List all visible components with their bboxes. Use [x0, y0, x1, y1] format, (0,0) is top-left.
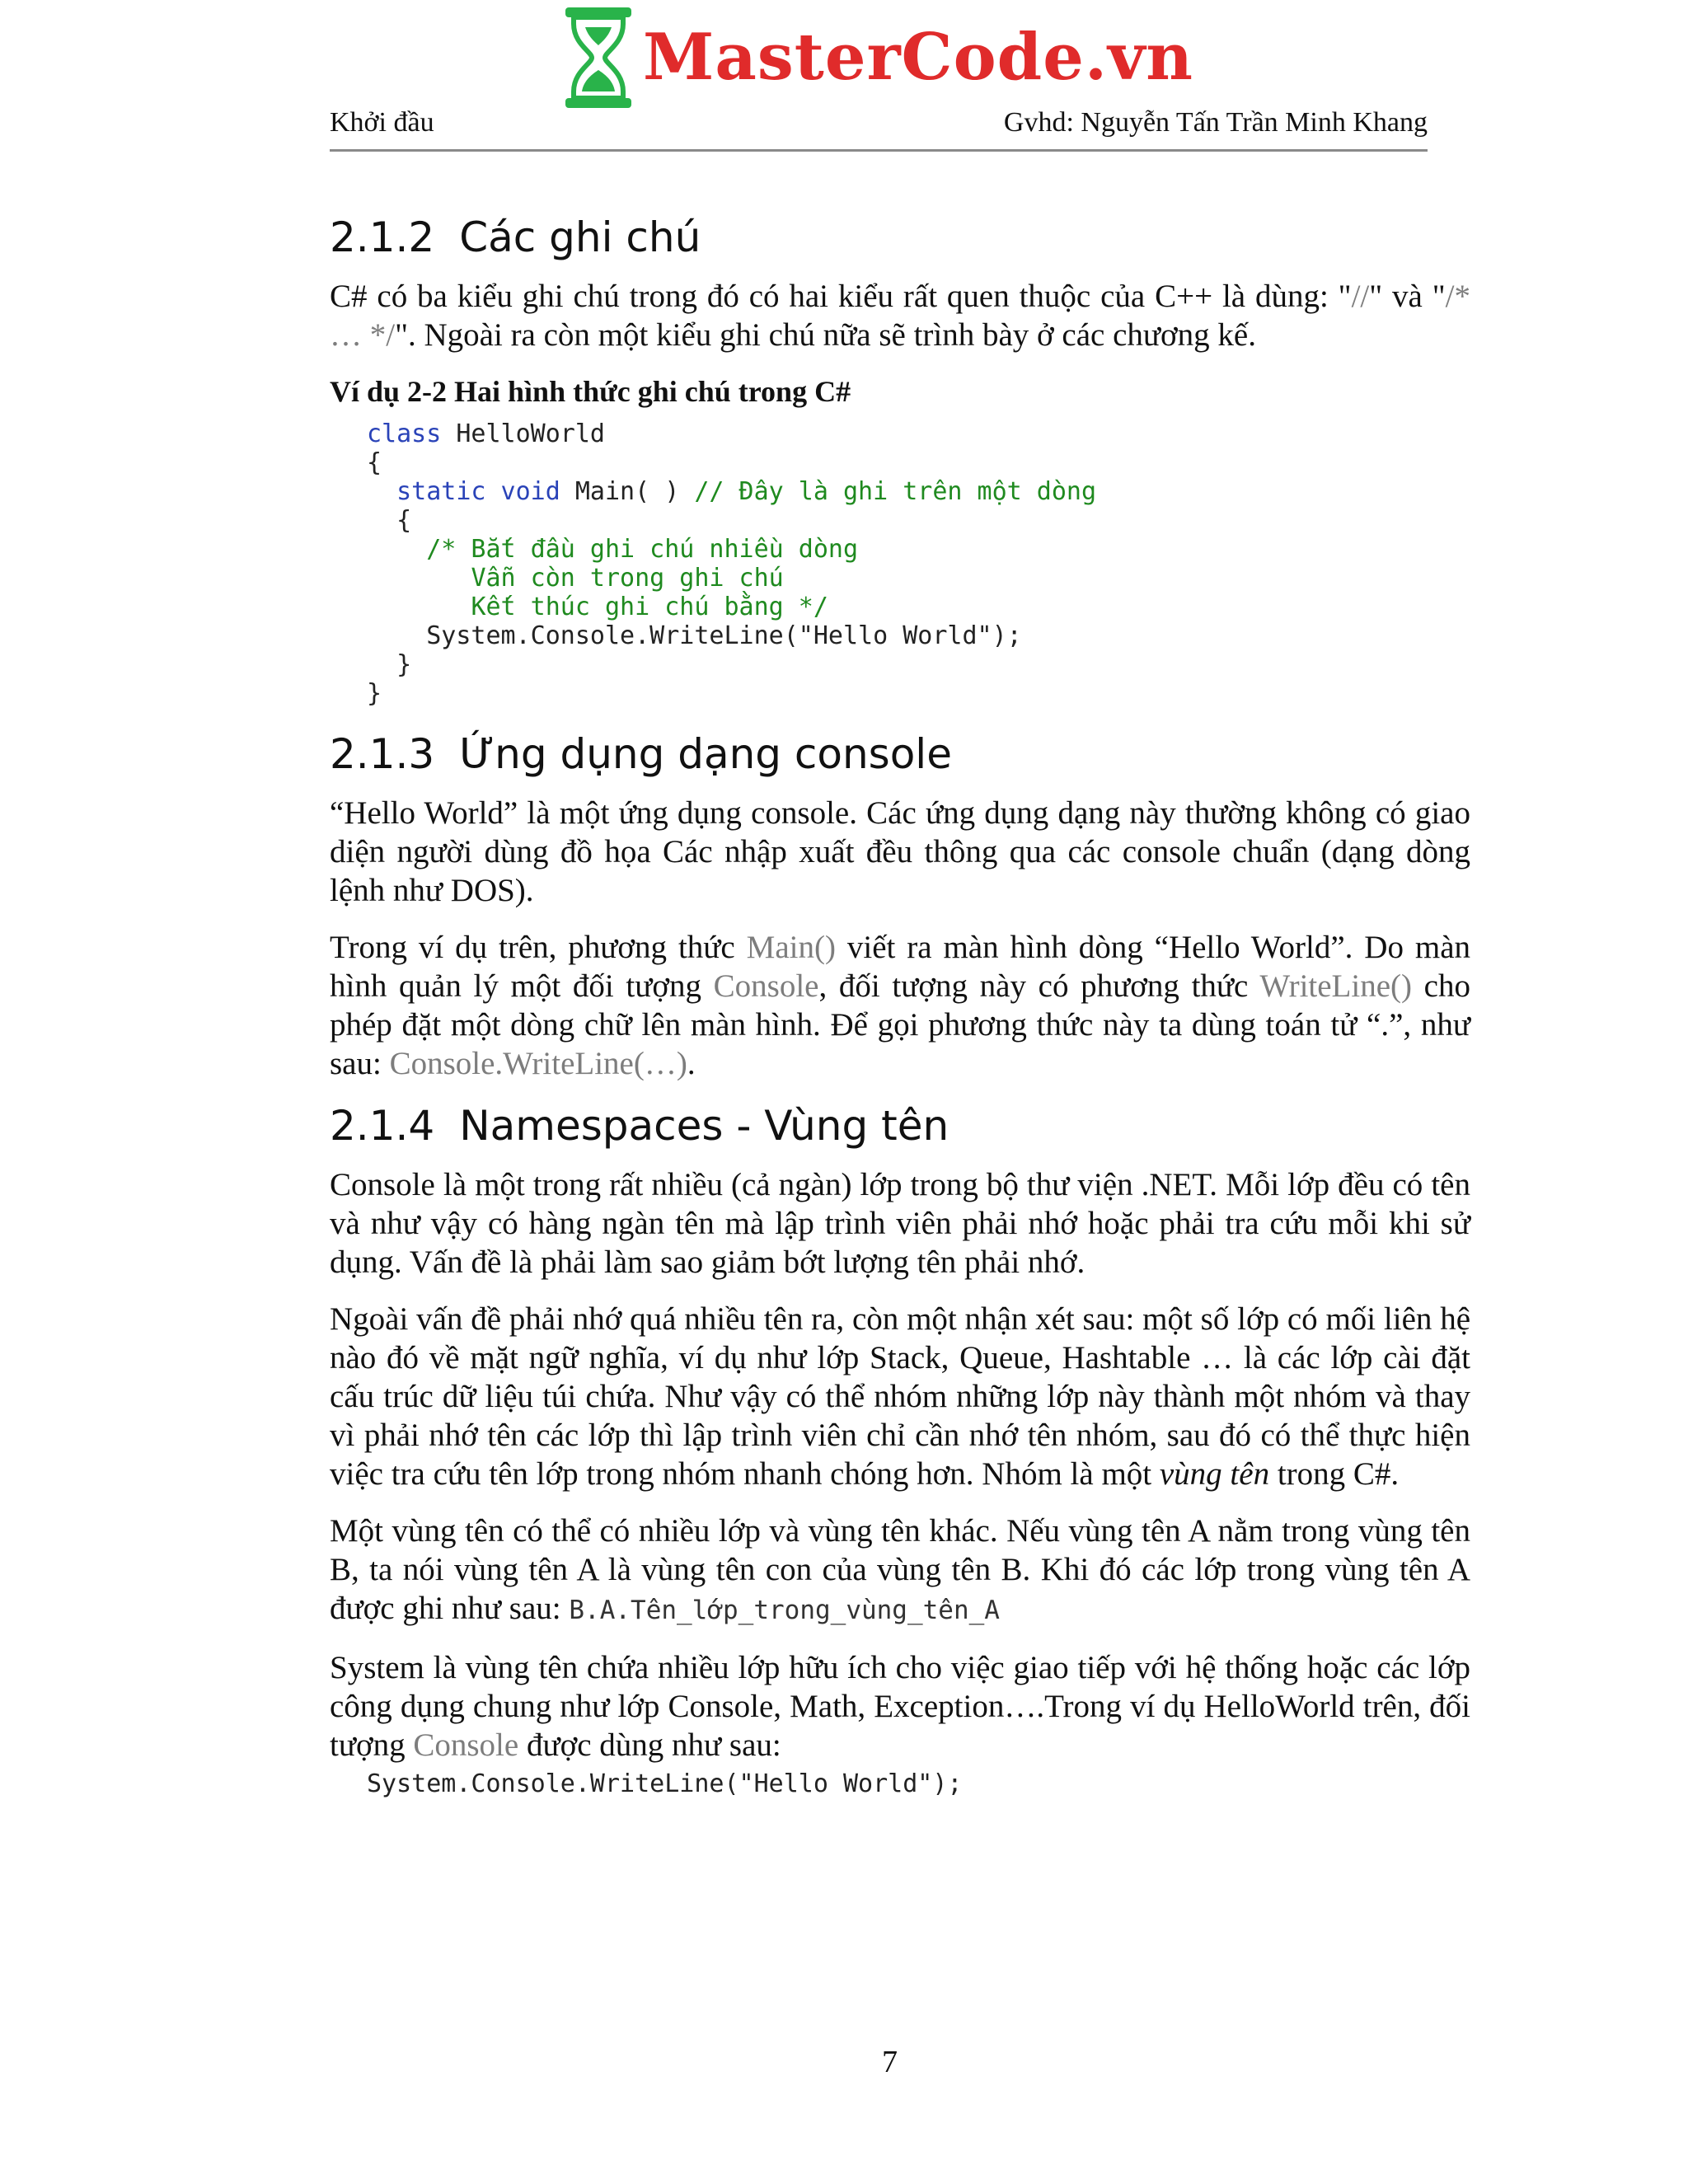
- section-number: 2.1.3: [330, 730, 435, 778]
- text-run: cho phép đặt một dòng chữ lên màn hình. Để gọi phương thức này ta dùng toán tử “.”, như sau:: [330, 968, 1470, 1081]
- example-caption: Ví dụ 2-2 Hai hình thức ghi chú trong C#: [330, 375, 851, 408]
- page-number: 7: [882, 2045, 898, 2079]
- code-text: }: [396, 650, 412, 679]
- code-comment: Kết thúc ghi chú bằng */: [471, 593, 828, 621]
- section-number: 2.1.4: [330, 1102, 435, 1150]
- text-run: System là vùng tên chứa nhiều lớp hữu ích cho việc giao tiếp với hệ thống hoặc các lớp công dụng chung như lớp Console, Math, Exception….Trong ví dụ HelloWorld trên, đối tượng: [330, 1650, 1470, 1763]
- inline-code-line-comment: //: [1351, 279, 1370, 314]
- code-line-hello-world: System.Console.WriteLine("Hello World");: [367, 1769, 963, 1798]
- logo-text: MasterCode.vn: [643, 20, 1194, 95]
- paragraph-console-app: “Hello World” là một ứng dụng console. Các ứng dụng dạng này thường không có giao diện người dùng đồ họa Các nhập xuất đều thông qua các console chuẩn (dạng dòng lệnh như DOS).: [330, 795, 1470, 908]
- text-run: ". Ngoài ra còn một kiểu ghi chú nữa sẽ trình bày ở các chương kế.: [395, 317, 1256, 353]
- page-body: [330, 213, 1470, 1820]
- section-heading-2-1-2: [330, 213, 1470, 262]
- site-logo: [560, 0, 1193, 115]
- section-number: 2.1.2: [330, 213, 435, 261]
- paragraph-namespace-grouping: [330, 1300, 1470, 1493]
- header-instructor: Gvhd: Nguyễn Tấn Trần Minh Khang: [1003, 107, 1428, 138]
- code-keyword: class: [367, 419, 442, 448]
- text-run: C# có ba kiểu ghi chú trong đó có hai kiểu rất quen thuộc của C++ là dùng: ": [330, 279, 1352, 314]
- text-run: " và ": [1369, 279, 1446, 314]
- inline-code-console: Console: [713, 968, 819, 1004]
- code-comment: Vẫn còn trong ghi chú: [471, 564, 784, 593]
- code-text: {: [396, 506, 412, 535]
- code-text: }: [367, 679, 382, 708]
- code-text: HelloWorld: [441, 419, 605, 448]
- text-run: , đối tượng này có phương thức: [818, 968, 1260, 1004]
- section-title: Các ghi chú: [459, 213, 701, 261]
- text-run: Trong ví dụ trên, phương thức: [330, 930, 747, 965]
- paragraph-comments-intro: [330, 277, 1470, 354]
- code-comment: // Đây là ghi trên một dòng: [694, 477, 1097, 506]
- hourglass-icon: [560, 4, 636, 111]
- section-title: Ứng dụng dạng console: [459, 730, 952, 778]
- inline-code-qualified-name: B.A.Tên_lớp_trong_vùng_tên_A: [569, 1596, 1000, 1625]
- code-keyword: static void: [396, 477, 560, 506]
- code-text: Main( ): [560, 477, 695, 506]
- code-block-example: [367, 419, 1470, 708]
- header-chapter: Khởi đầu: [330, 107, 434, 138]
- text-run: .: [687, 1046, 696, 1081]
- paragraph-namespaces-intro: Console là một trong rất nhiều (cả ngàn) lớp trong bộ thư viện .NET. Mỗi lớp đều có tên và như vậy có hàng ngàn tên mà lập trình viên phải nhớ hoặc phải tra cứu mỗi khi sử dụng. Vấn đề là phải làm sao giảm bớt lượng tên phải nhớ.: [330, 1167, 1470, 1280]
- inline-code-main: Main(): [746, 930, 836, 965]
- inline-code-block-comment: /* … */: [330, 279, 1470, 353]
- text-run: trong C#.: [1269, 1456, 1400, 1492]
- text-run: được dùng như sau:: [518, 1727, 781, 1763]
- inline-code-console: Console: [413, 1727, 519, 1763]
- section-title: Namespaces - Vùng tên: [459, 1102, 950, 1150]
- inline-code-console-writeline: Console.WriteLine(…): [389, 1046, 687, 1081]
- paragraph-writeline: [330, 928, 1470, 1083]
- section-heading-2-1-3: [330, 729, 1470, 779]
- text-run: Ngoài vấn đề phải nhớ quá nhiều tên ra, còn một nhận xét sau: một số lớp có mối liên hệ nào đó về mặt ngữ nghĩa, ví dụ như lớp Stack, Queue, Hashtable … là các lớp cài đặt cấu trúc dữ liệu túi chứa. Như vậy có thể nhóm những lớp này thành một nhóm và thay vì phải nhớ tên các lớp thì lập trình viên chỉ cần nhớ tên nhóm, sau đó có thể thực hiện việc tra cứu tên lớp trong nhóm nhanh chóng hơn. Nhóm là một: [330, 1301, 1470, 1492]
- text-run: viết ra màn hình dòng “Hello World”. Do màn hình quản lý một đối tượng: [330, 930, 1470, 1004]
- section-heading-2-1-4: [330, 1101, 1470, 1151]
- paragraph-nested-namespace: [330, 1511, 1470, 1630]
- code-text: System.Console.WriteLine("Hello World");: [426, 621, 1022, 650]
- inline-code-writeline: WriteLine(): [1259, 968, 1412, 1004]
- emphasis-namespace: vùng tên: [1159, 1456, 1270, 1492]
- header-divider: [330, 149, 1428, 152]
- code-text: {: [367, 448, 382, 477]
- paragraph-system-namespace: [330, 1648, 1470, 1765]
- text-run: Một vùng tên có thể có nhiều lớp và vùng tên khác. Nếu vùng tên A nằm trong vùng tên B, ta nói vùng tên A là vùng tên con của vùng tên B. Khi đó các lớp trong vùng tên A được ghi như sau:: [330, 1513, 1470, 1626]
- code-comment: /* Bắt đầu ghi chú nhiều dòng: [426, 535, 859, 564]
